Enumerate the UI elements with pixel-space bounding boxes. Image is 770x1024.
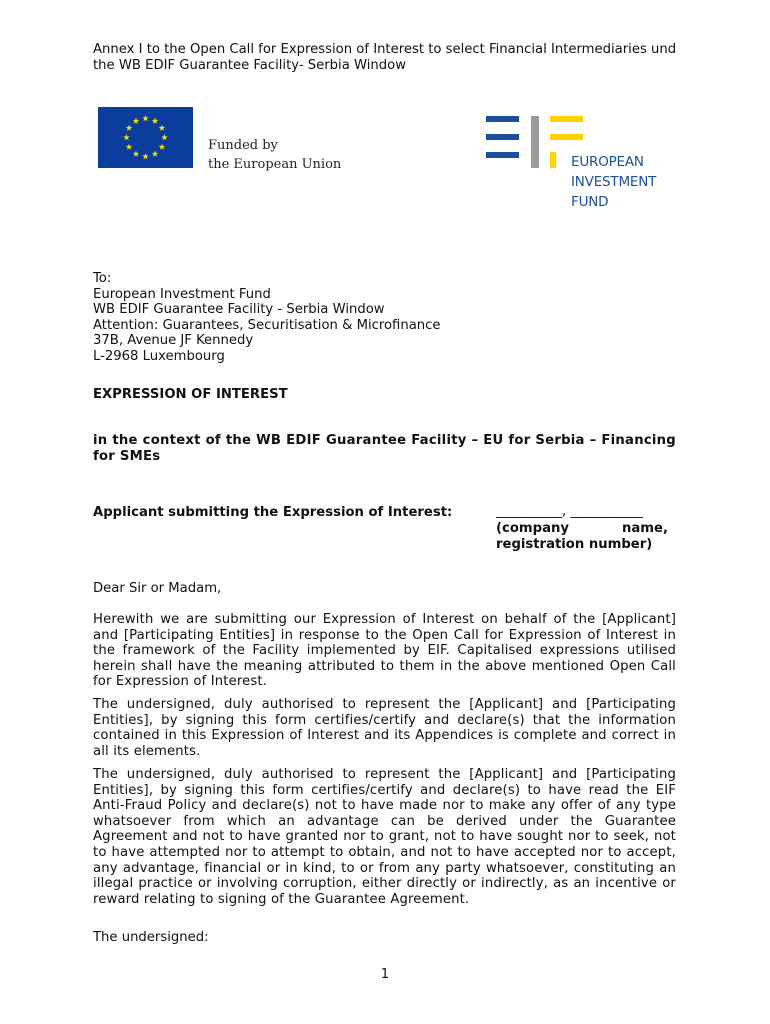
address-line-1: European Investment Fund — [93, 286, 271, 302]
paragraph-undersigned: The undersigned: — [93, 930, 209, 945]
paragraph-anti-fraud: The undersigned, duly authorised to represent the [Applicant] and [Participating Entities], by signing this form certifies/certify and declare(s) to have read the EIF Anti-Fraud Policy and declare(s) not to have made nor to make any offer of any type whatsoever from which an advantage can be derived under the Guarantee Agreement and not to have granted nor to grant, not to have sought nor to seek, not to have attempted nor to attempt to obtain, and not to have accepted nor to accept, any advantage, financial or in kind, to or from any party whatsoever, constituting an illegal practice or involving corruption, either directly or indirectly, as an incentive or reward relating to signing of the Guarantee Agreement. — [93, 767, 676, 907]
annex-header-note: Annex I to the Open Call for Expression of Interest to select Financial Intermediaries und the WB EDIF Guarantee Facility- Serbia Window — [93, 42, 677, 73]
address-line-4: 37B, Avenue JF Kennedy — [93, 333, 254, 349]
paragraph-submission: Herewith we are submitting our Expression of Interest on behalf of the [Applicant] and [Participating Entities] in response to the Open Call for Expression of Interest in the framework of the Facility implemented by EIF. Capitalised expressions utilised herein shall have the meaning attributed to them in the above mentioned Open Call for Expression of Interest. — [93, 612, 676, 690]
eif-logo-text — [571, 152, 656, 212]
eif-logo-line3: FUND — [571, 194, 609, 210]
eu-flag-logo — [98, 107, 193, 168]
recipient-address — [93, 271, 676, 365]
eu-star-icon — [123, 134, 129, 140]
address-line-5: L-2968 Luxembourg — [93, 348, 225, 364]
eu-star-icon — [126, 125, 132, 131]
paragraph-certification: The undersigned, duly authorised to represent the [Applicant] and [Participating Entities], by signing this form certifies/certify and declare(s) that the information contained in this Expression of Interest and its Appendices is complete and correct in all its elements. — [93, 697, 676, 759]
eu-star-icon — [152, 118, 158, 124]
applicant-blank-field: __________, ___________ — [496, 504, 643, 519]
eu-union-name: the European Union — [208, 157, 342, 172]
document-title: EXPRESSION OF INTEREST — [93, 387, 288, 402]
address-to: To: — [93, 271, 112, 286]
eif-logo-line2: INVESTMENT — [571, 174, 657, 190]
eu-star-icon — [159, 125, 165, 131]
eu-star-icon — [159, 144, 165, 150]
applicant-label: Applicant submitting the Expression of Interest: — [93, 505, 453, 520]
eif-logo-line1: EUROPEAN — [571, 154, 644, 170]
eu-star-icon — [161, 134, 167, 140]
eu-funded-by: Funded by — [208, 138, 278, 153]
eu-star-icon — [142, 115, 148, 121]
applicant-field-hint: (company name, registration number) — [496, 521, 668, 552]
eu-funding-text — [208, 136, 341, 174]
salutation: Dear Sir or Madam, — [93, 581, 222, 596]
address-line-2: WB EDIF Guarantee Facility - Serbia Window — [93, 302, 385, 318]
eu-stars-ring — [123, 115, 167, 159]
eu-star-icon — [126, 144, 132, 150]
eu-star-icon — [142, 153, 148, 159]
eu-star-icon — [133, 151, 139, 157]
page-number: 1 — [380, 967, 390, 982]
address-line-3: Attention: Guarantees, Securitisation & Microfinance — [93, 317, 441, 333]
eu-star-icon — [152, 151, 158, 157]
context-statement: in the context of the WB EDIF Guarantee Facility – EU for Serbia – Financing for SMEs — [93, 433, 676, 464]
eu-star-icon — [133, 118, 139, 124]
